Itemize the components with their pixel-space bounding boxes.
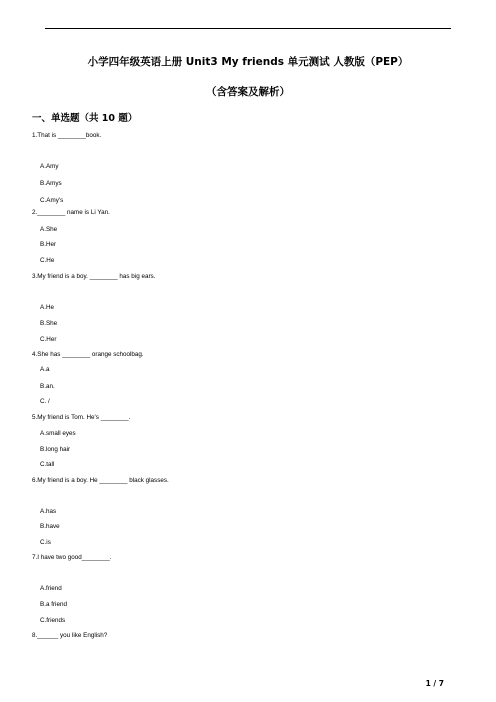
- question-1-stem: 1.That is ________book.: [32, 132, 102, 139]
- document-subtitle: （含答案及解析）: [206, 86, 290, 98]
- question-3-option-a: A.He: [40, 304, 54, 311]
- question-1-option-c: C.Amy's: [40, 197, 64, 204]
- question-6-stem: 6.My friend is a boy. He ________ black glasses.: [32, 477, 169, 484]
- question-6-option-a: A.has: [40, 508, 57, 515]
- question-3-option-c: C.Her: [40, 336, 57, 343]
- section-heading: 一、单选题（共 10 题）: [32, 113, 138, 124]
- question-5-stem: 5.My friend is Tom. He's ________.: [32, 414, 131, 421]
- question-4-option-a: A.a: [40, 366, 50, 373]
- question-5-option-a: A.small eyes: [40, 430, 76, 437]
- question-2-option-a: A.She: [40, 226, 58, 233]
- question-7-option-b: B.a friend: [40, 601, 67, 608]
- question-7-stem: 7.I have two good________.: [32, 554, 112, 561]
- question-1-option-a: A.Amy: [40, 163, 59, 170]
- question-1-option-b: B.Amys: [40, 180, 62, 187]
- question-4-option-b: B.an.: [40, 383, 55, 390]
- question-6-option-c: C.is: [40, 539, 51, 546]
- question-3-stem: 3.My friend is a boy. ________ has big ears.: [32, 273, 156, 280]
- question-4-stem: 4.She has ________ orange schoolbag.: [32, 351, 144, 358]
- question-4-option-c: C. /: [40, 398, 50, 405]
- question-8-stem: 8.______ you like English?: [32, 632, 108, 639]
- question-6-option-b: B.have: [40, 523, 60, 530]
- question-7-option-a: A.friend: [40, 585, 62, 592]
- question-5-option-b: B.long hair: [40, 446, 71, 453]
- question-2-option-c: C.He: [40, 257, 55, 264]
- question-7-option-c: C.friends: [40, 617, 66, 624]
- header-rule: [45, 28, 451, 29]
- page-number: 1 / 7: [425, 679, 444, 688]
- question-3-option-b: B.She: [40, 320, 58, 327]
- document-title: 小学四年级英语上册 Unit3 My friends 单元测试 人教版（PEP）: [87, 56, 409, 68]
- question-2-option-b: B.Her: [40, 241, 57, 248]
- question-5-option-c: C.tall: [40, 461, 55, 468]
- question-2-stem: 2.________ name is Li Yan.: [32, 209, 110, 216]
